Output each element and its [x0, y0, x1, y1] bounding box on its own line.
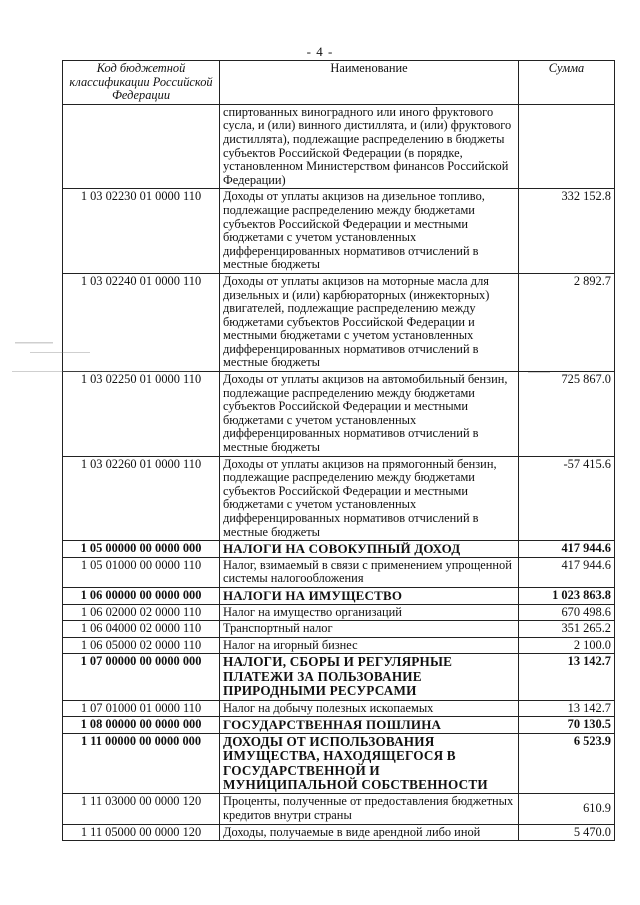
row-name: НАЛОГИ, СБОРЫ И РЕГУЛЯРНЫЕ ПЛАТЕЖИ ЗА ПОЛЬЗОВАНИЕ ПРИРОДНЫМИ РЕСУРСАМИ — [220, 654, 519, 700]
row-name: Налог на добычу полезных ископаемых — [220, 700, 519, 717]
row-name: ДОХОДЫ ОТ ИСПОЛЬЗОВАНИЯ ИМУЩЕСТВА, НАХОДЯЩЕГОСЯ В ГОСУДАРСТВЕННОЙ И МУНИЦИПАЛЬНОЙ СОБСТВЕННОСТИ — [220, 733, 519, 794]
row-name: Доходы от уплаты акцизов на дизельное топливо, подлежащие распределению между бюджетами субъектов Российской Федерации и местными бюджетами с учетом установленных дифференцированных нормативов отчислений в местные бюджеты — [220, 189, 519, 274]
table-row — [63, 372, 615, 457]
row-name: Налог на игорный бизнес — [220, 637, 519, 654]
header-code: Код бюджетной классификации Российской Федерации — [63, 61, 220, 105]
row-sum: 725 867.0 — [519, 372, 615, 457]
row-sum: 70 130.5 — [519, 717, 615, 734]
row-code — [63, 104, 220, 189]
row-code: 1 11 00000 00 0000 000 — [63, 733, 220, 794]
row-sum: 610.9 — [519, 794, 615, 824]
table-row — [63, 557, 615, 587]
table-row — [63, 824, 615, 841]
row-name: НАЛОГИ НА СОВОКУПНЫЙ ДОХОД — [220, 541, 519, 558]
table-row — [63, 654, 615, 700]
row-sum: 417 944.6 — [519, 541, 615, 558]
row-name: Налог, взимаемый в связи с применением упрощенной системы налогообложения — [220, 557, 519, 587]
row-name: спиртованных виноградного или иного фруктового сусла, и (или) винного дистиллята, и (или) фруктового дистиллята), подлежащие распределению в бюджеты субъектов Российской Федерации (в порядке, установленном Министерством финансов Российской Федерации) — [220, 104, 519, 189]
row-code: 1 03 02230 01 0000 110 — [63, 189, 220, 274]
row-sum: 332 152.8 — [519, 189, 615, 274]
table-row — [63, 456, 615, 541]
table-row — [63, 604, 615, 621]
row-name: Проценты, полученные от предоставления бюджетных кредитов внутри страны — [220, 794, 519, 824]
row-name: Транспортный налог — [220, 621, 519, 638]
table-row — [63, 733, 615, 794]
row-sum: 6 523.9 — [519, 733, 615, 794]
row-name: Налог на имущество организаций — [220, 604, 519, 621]
row-code: 1 03 02260 01 0000 110 — [63, 456, 220, 541]
row-name: Доходы от уплаты акцизов на прямогонный бензин, подлежащие распределению между бюджетами субъектов Российской Федерации и местными бюджетами с учетом установленных дифференцированных нормативов отчислений в местные бюджеты — [220, 456, 519, 541]
budget-table — [62, 60, 615, 841]
row-name: НАЛОГИ НА ИМУЩЕСТВО — [220, 587, 519, 604]
table-header-row — [63, 61, 615, 105]
row-code: 1 03 02250 01 0000 110 — [63, 372, 220, 457]
row-code: 1 06 00000 00 0000 000 — [63, 587, 220, 604]
header-sum: Сумма — [519, 61, 615, 105]
row-sum — [519, 104, 615, 189]
row-code: 1 11 03000 00 0000 120 — [63, 794, 220, 824]
table-row — [63, 273, 615, 371]
table-row — [63, 717, 615, 734]
row-sum: 5 470.0 — [519, 824, 615, 841]
row-code: 1 11 05000 00 0000 120 — [63, 824, 220, 841]
row-code: 1 07 01000 01 0000 110 — [63, 700, 220, 717]
table-row — [63, 637, 615, 654]
row-sum: 670 498.6 — [519, 604, 615, 621]
row-code: 1 08 00000 00 0000 000 — [63, 717, 220, 734]
row-sum: 351 265.2 — [519, 621, 615, 638]
table-row — [63, 794, 615, 824]
row-sum: 13 142.7 — [519, 654, 615, 700]
table-row — [63, 189, 615, 274]
table-row — [63, 700, 615, 717]
row-sum: 13 142.7 — [519, 700, 615, 717]
row-code: 1 07 00000 00 0000 000 — [63, 654, 220, 700]
row-code: 1 05 00000 00 0000 000 — [63, 541, 220, 558]
row-code: 1 06 05000 02 0000 110 — [63, 637, 220, 654]
row-name: Доходы, получаемые в виде арендной либо иной — [220, 824, 519, 841]
row-sum: 1 023 863.8 — [519, 587, 615, 604]
header-name: Наименование — [220, 61, 519, 105]
row-sum: -57 415.6 — [519, 456, 615, 541]
table-row — [63, 541, 615, 558]
table-row — [63, 621, 615, 638]
row-code: 1 03 02240 01 0000 110 — [63, 273, 220, 371]
page-number: - 4 - — [306, 44, 334, 59]
row-code: 1 05 01000 00 0000 110 — [63, 557, 220, 587]
row-name: Доходы от уплаты акцизов на автомобильный бензин, подлежащие распределению между бюджетами субъектов Российской Федерации и местными бюджетами с учетом установленных дифференцированных нормативов отчислений в местные бюджеты — [220, 372, 519, 457]
row-name: Доходы от уплаты акцизов на моторные масла для дизельных и (или) карбюраторных (инжекторных) двигателей, подлежащие распределению между бюджетами субъектов Российской Федерации и местными бюджетами с учетом установленных дифференцированных нормативов отчислений в местные бюджеты — [220, 273, 519, 371]
table-row — [63, 587, 615, 604]
row-code: 1 06 04000 02 0000 110 — [63, 621, 220, 638]
row-code: 1 06 02000 02 0000 110 — [63, 604, 220, 621]
row-sum: 2 892.7 — [519, 273, 615, 371]
row-sum: 2 100.0 — [519, 637, 615, 654]
row-sum: 417 944.6 — [519, 557, 615, 587]
table-row — [63, 104, 615, 189]
row-name: ГОСУДАРСТВЕННАЯ ПОШЛИНА — [220, 717, 519, 734]
